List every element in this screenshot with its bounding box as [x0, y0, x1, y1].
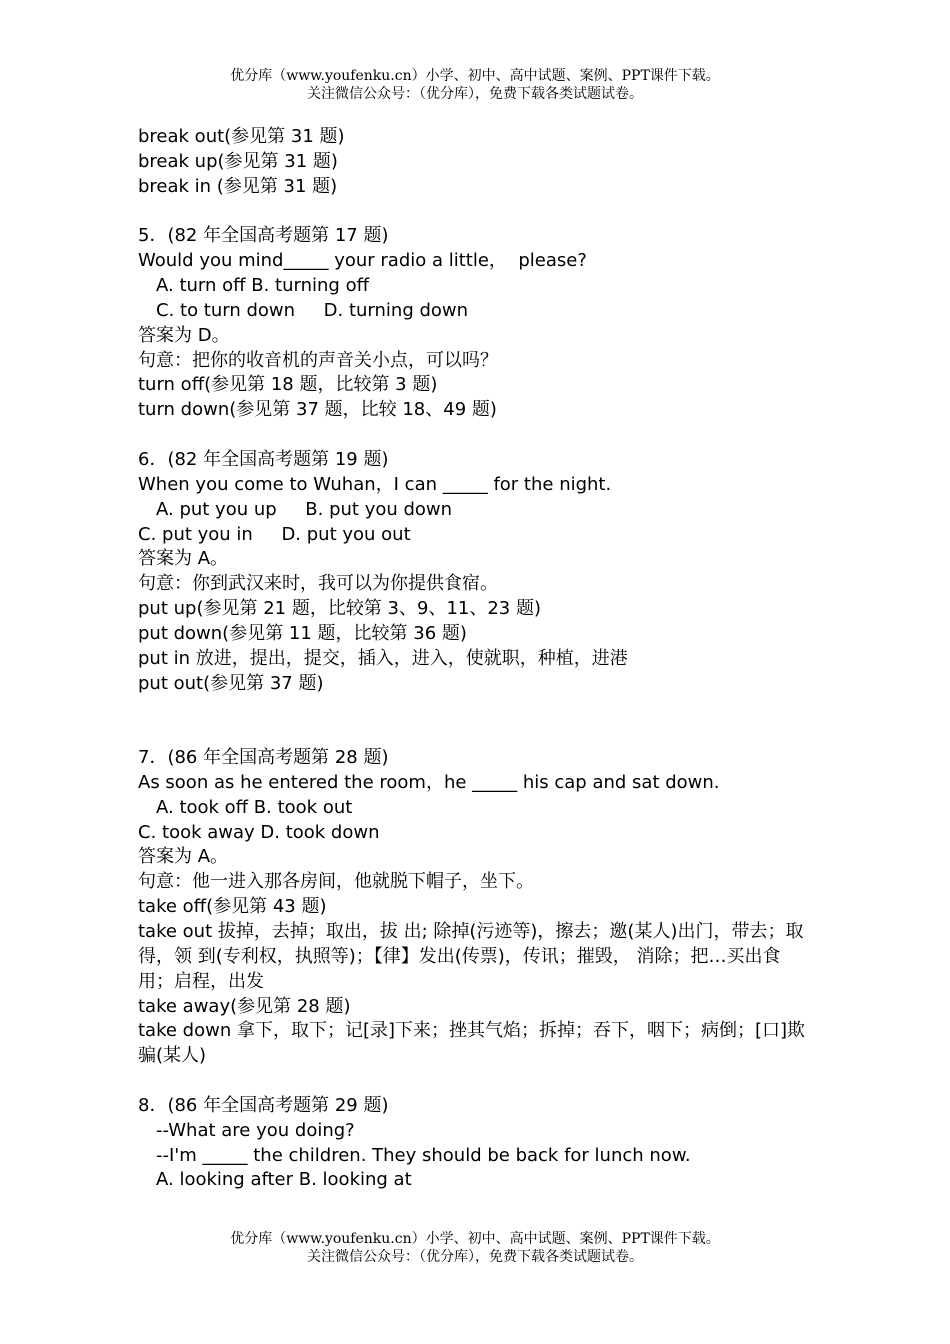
header-line-2: 关注微信公众号：（优分库），免费下载各类试题试卷。 [307, 86, 643, 102]
spacer [138, 721, 808, 746]
q6-stem: When you come to Wuhan，I can _____ for the night. [138, 473, 612, 495]
q5-title: 5．(82 年全国高考题第 17 题) [138, 225, 389, 247]
q6-note-put-out: put out(参见第 37 题) [138, 672, 324, 694]
spacer [138, 200, 808, 225]
q6-note-put-down: put down(参见第 11 题，比较第 36 题) [138, 622, 467, 644]
page-footer [0, 1230, 950, 1266]
q8-title: 8．(86 年全国高考题第 29 题) [138, 1094, 389, 1116]
q6-answer: 答案为 A。 [138, 548, 229, 570]
q5-note-turn-down: turn down(参见第 37 题，比较 18、49 题) [138, 399, 497, 421]
spacer [138, 696, 808, 721]
footer-line-2: 关注微信公众号：（优分库），免费下载各类试题试卷。 [307, 1249, 643, 1265]
ref-break-out: break out(参见第 31 题) [138, 126, 345, 147]
q7-note-take-out: take out 拔掉，去掉；取出，拔 出; 除掉(污迹等)，擦去；邀(某人)出门，带去；取得，领 到(专利权，执照等)；【律】发出(传票)，传讯；摧毁， 消除；把…买出食用；启程，出发 [138, 921, 804, 992]
q8-options-ab: A. looking after B. looking at [156, 1169, 412, 1191]
q7-answer: 答案为 A。 [138, 846, 229, 868]
q7-stem: As soon as he entered the room，he _____ his cap and sat down. [138, 771, 720, 793]
q5-options-ab: A. turn off B. turning off [156, 275, 369, 297]
header-line-1: 优分库（www.youfenku.cn）小学、初中、高中试题、案例、PPT课件下载。 [230, 68, 720, 84]
ref-break-in: break in (参见第 31 题) [138, 175, 338, 197]
spacer [138, 1069, 808, 1094]
q7-note-take-away: take away(参见第 28 题) [138, 995, 351, 1017]
q5-note-turn-off: turn off(参见第 18 题，比较第 3 题) [138, 374, 438, 396]
q5-meaning: 句意：把你的收音机的声音关小点，可以吗？ [138, 349, 498, 371]
q7-note-take-off: take off(参见第 43 题) [138, 896, 327, 918]
page-header [0, 67, 950, 103]
q7-meaning: 句意：他一进入那各房间，他就脱下帽子，坐下。 [138, 871, 534, 893]
q5-answer: 答案为 D。 [138, 324, 230, 346]
q6-options-ab: A. put you up B. put you down [156, 498, 453, 520]
footer-line-1: 优分库（www.youfenku.cn）小学、初中、高中试题、案例、PPT课件下载。 [230, 1231, 720, 1247]
q6-meaning: 句意：你到武汉来时，我可以为你提供食宿。 [138, 573, 498, 595]
q6-title: 6．(82 年全国高考题第 19 题) [138, 448, 389, 470]
ref-break-up: break up(参见第 31 题) [138, 150, 338, 172]
spacer [138, 423, 808, 448]
q7-options-ab: A. took off B. took out [156, 796, 353, 818]
q7-title: 7．(86 年全国高考题第 28 题) [138, 747, 389, 769]
q6-note-put-up: put up(参见第 21 题，比较第 3、9、11、23 题) [138, 598, 541, 620]
q8-dialogue-2: --I'm _____ the children. They should be back for lunch now. [156, 1144, 691, 1166]
q6-options-cd: C. put you in D. put you out [138, 523, 411, 545]
q7-note-take-down: take down 拿下，取下；记[录]下来；挫其气焰；拆掉；吞下，咽下；病倒；[口]欺骗(某人) [138, 1020, 806, 1067]
q5-stem: Would you mind_____ your radio a little， please? [138, 250, 587, 272]
q8-dialogue-1: --What are you doing? [156, 1119, 355, 1141]
document-body [138, 125, 808, 1193]
q7-options-cd: C. took away D. took down [138, 821, 380, 843]
q6-note-put-in: put in 放进，提出，提交，插入，进入，使就职，种植，进港 [138, 647, 628, 669]
q5-options-cd: C. to turn down D. turning down [156, 299, 469, 321]
